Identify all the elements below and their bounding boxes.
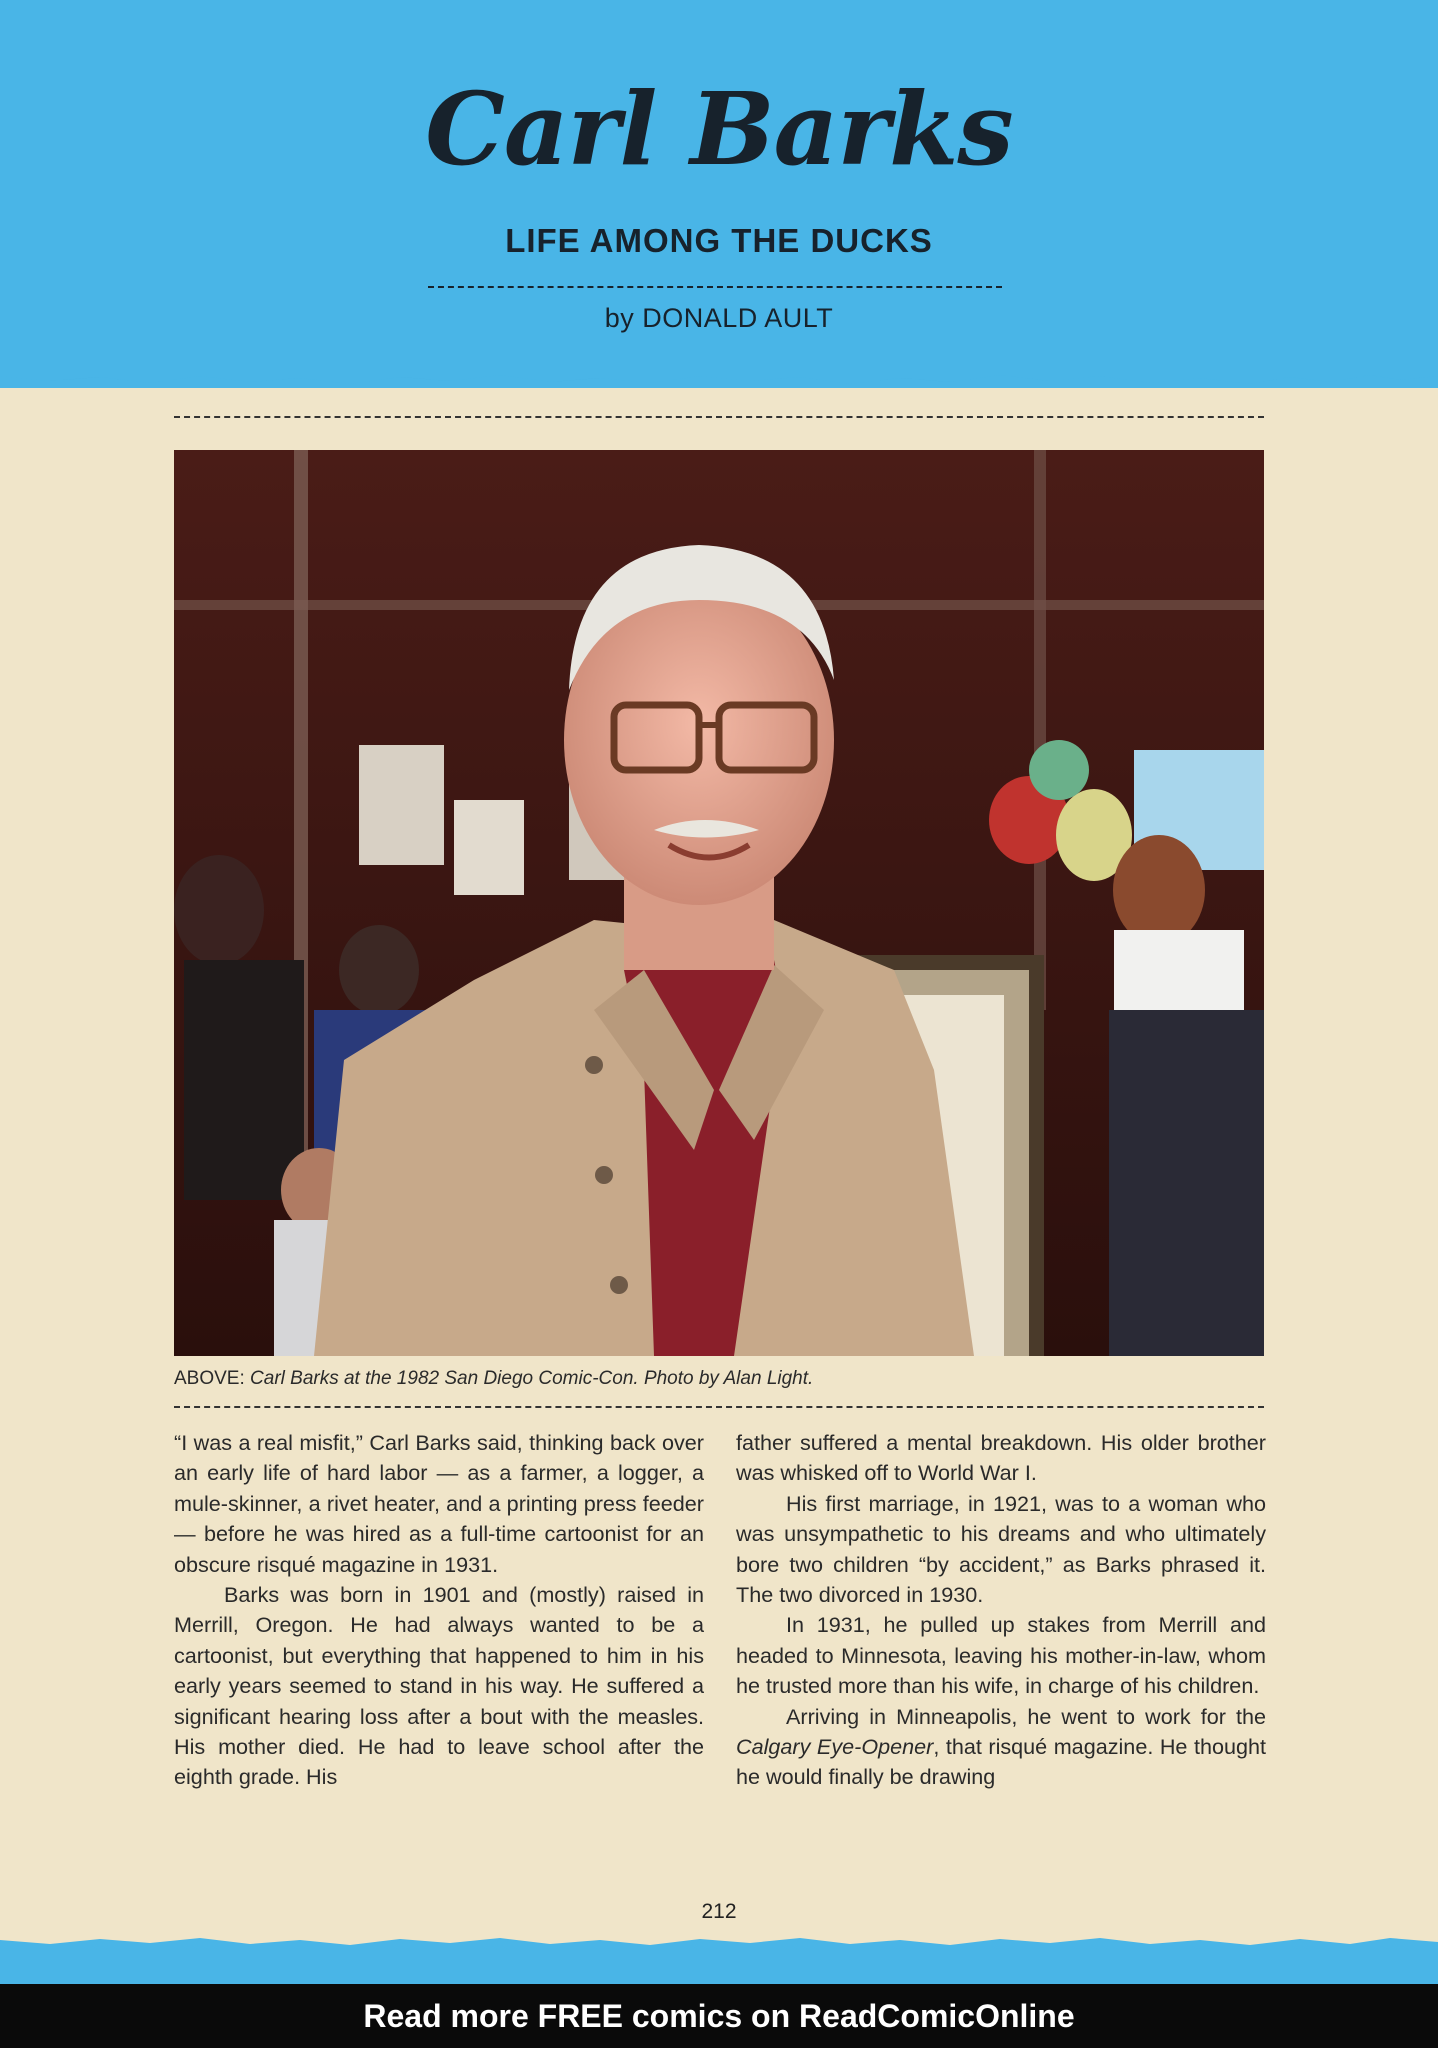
photo-caption xyxy=(174,1368,1264,1390)
page-subtitle: LIFE AMONG THE DUCKS xyxy=(505,222,933,259)
section-divider-top xyxy=(174,416,1264,418)
title-divider xyxy=(428,286,1002,288)
promo-footer-link[interactable]: Read more FREE comics on ReadComicOnline xyxy=(0,1984,1438,2048)
paragraph: “I was a real misfit,” Carl Barks said, thinking back over an early life of hard labor — as a farmer, a logger, a mule-skinner, a rivet heater, and a printing press feeder — before he was hired as a full-time cartoonist for an obscure risqué magazine in 1931. xyxy=(174,1430,704,1577)
paragraph: His first marriage, in 1921, was to a woman who was unsympathetic to his dreams and who ultimately bore two children “by accident,” as Barks phrased it. The two divorced in 1930. xyxy=(736,1490,1266,1608)
torn-edge-decoration xyxy=(0,1936,1438,1950)
paragraph: Barks was born in 1901 and (mostly) raised in Merrill, Oregon. He had always wanted to be a cartoonist, but everything that happened to him in his early years seemed to stand in his way. He suffered a significant hearing loss after a bout with the measles. His mother died. He had to leave school after the eighth grade. His xyxy=(174,1582,704,1790)
page-title: Carl Barks xyxy=(425,70,1013,188)
article-column-left xyxy=(174,1428,704,1793)
portrait-photo xyxy=(174,450,1264,1356)
publication-title: Calgary Eye-Opener xyxy=(736,1734,934,1760)
paragraph: In 1931, he pulled up stakes from Merrill and headed to Minnesota, leaving his mother-in-law, whom he trusted more than his wife, in charge of his children. xyxy=(736,1612,1266,1699)
text-run: Arriving in Minneapolis, he went to work for the xyxy=(786,1703,1266,1729)
byline: by DONALD AULT xyxy=(604,303,834,333)
page-number: 212 xyxy=(701,1900,737,1923)
section-divider-bottom xyxy=(174,1406,1264,1408)
footer-band xyxy=(0,1948,1438,1984)
torn-edge-decoration xyxy=(0,366,1438,390)
caption-text: Carl Barks at the 1982 San Diego Comic-Con. Photo by Alan Light. xyxy=(250,1368,814,1389)
text-run: , that risqué magazine. He thought he would finally be drawing xyxy=(736,1734,1266,1790)
photo-illustration xyxy=(174,450,1264,1356)
paragraph: father suffered a mental breakdown. His older brother was whisked off to World War I. xyxy=(736,1430,1266,1486)
paragraph xyxy=(736,1702,1266,1793)
caption-label: ABOVE: xyxy=(174,1368,245,1389)
article-column-right xyxy=(736,1428,1266,1793)
